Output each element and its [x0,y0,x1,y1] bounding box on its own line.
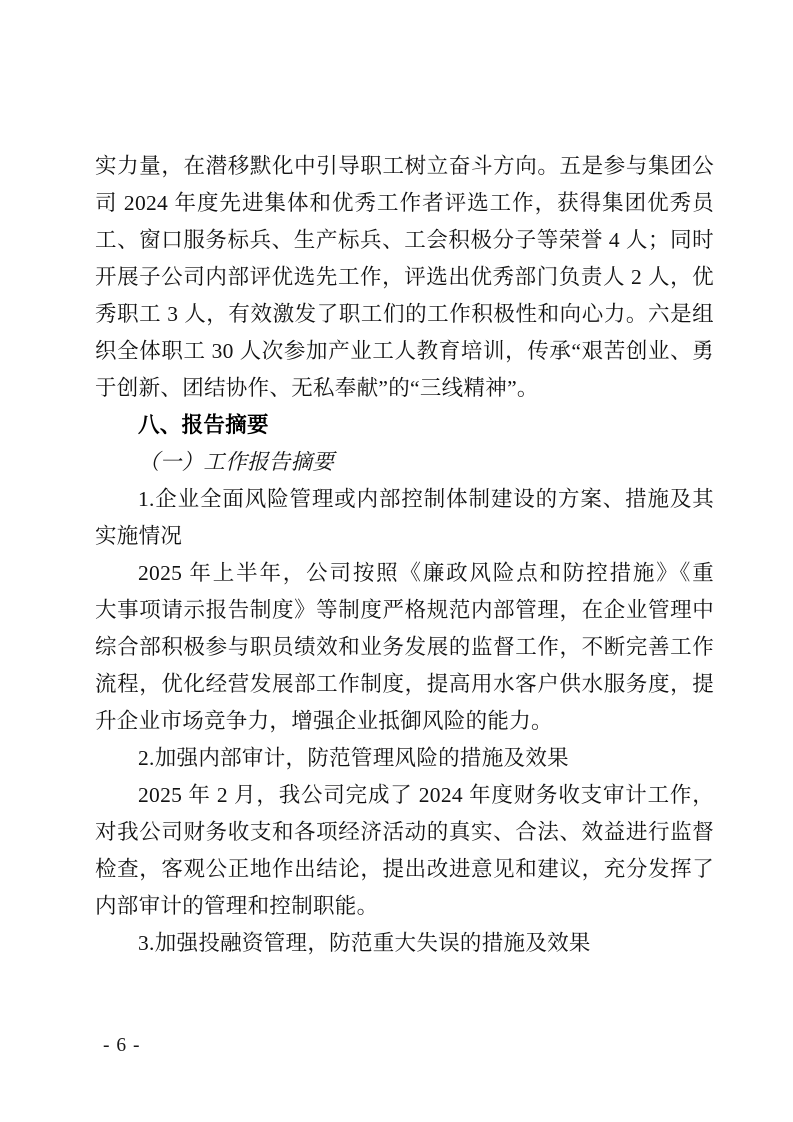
text-line: 大事项请示报告制度》等制度严格规范内部管理，在企业管理中 [95,598,714,622]
text-line: 司 2024 年度先进集体和优秀工作者评选工作，获得集团优秀员 [95,191,714,215]
text-line: 实力量，在潜移默化中引导职工树立奋斗方向。五是参与集团公 [95,154,714,178]
document-body [95,148,714,962]
text-line: 织全体职工 30 人次参加产业工人教育培训，传承“艰苦创业、勇 [95,339,714,363]
text-line: 于创新、团结协作、无私奉献”的“三线精神”。 [95,376,539,400]
section-heading: 八、报告摘要 [138,413,269,437]
text-line: 1.企业全面风险管理或内部控制体制建设的方案、措施及其 [138,487,714,511]
text-line: 秀职工 3 人，有效激发了职工们的工作积极性和向心力。六是组 [95,302,714,326]
text-line: 检查，客观公正地作出结论，提出改进意见和建议，充分发挥了 [95,857,714,881]
text-line: 内部审计的管理和控制职能。 [95,894,379,918]
subsection-heading: （一）工作报告摘要 [138,450,335,474]
text-line: 2025 年 2 月，我公司完成了 2024 年度财务收支审计工作， [138,783,714,807]
text-line: 综合部积极参与职员绩效和业务发展的监督工作，不断完善工作 [95,635,714,659]
text-line: 升企业市场竞争力，增强企业抵御风险的能力。 [95,709,553,733]
text-line: 工、窗口服务标兵、生产标兵、工会积极分子等荣誉 4 人；同时 [95,228,714,252]
text-line: 开展子公司内部评优选先工作，评选出优秀部门负责人 2 人，优 [95,265,714,289]
page-number: - 6 - [103,1035,141,1056]
text-line: 3.加强投融资管理，防范重大失误的措施及效果 [138,931,591,955]
text-line: 对我公司财务收支和各项经济活动的真实、合法、效益进行监督 [95,820,714,844]
text-line: 2.加强内部审计，防范管理风险的措施及效果 [138,746,569,770]
text-line: 实施情况 [95,524,183,548]
text-line: 2025 年上半年，公司按照《廉政风险点和防控措施》《重 [138,561,714,585]
text-line: 流程，优化经营发展部工作制度，提高用水客户供水服务度，提 [95,672,714,696]
